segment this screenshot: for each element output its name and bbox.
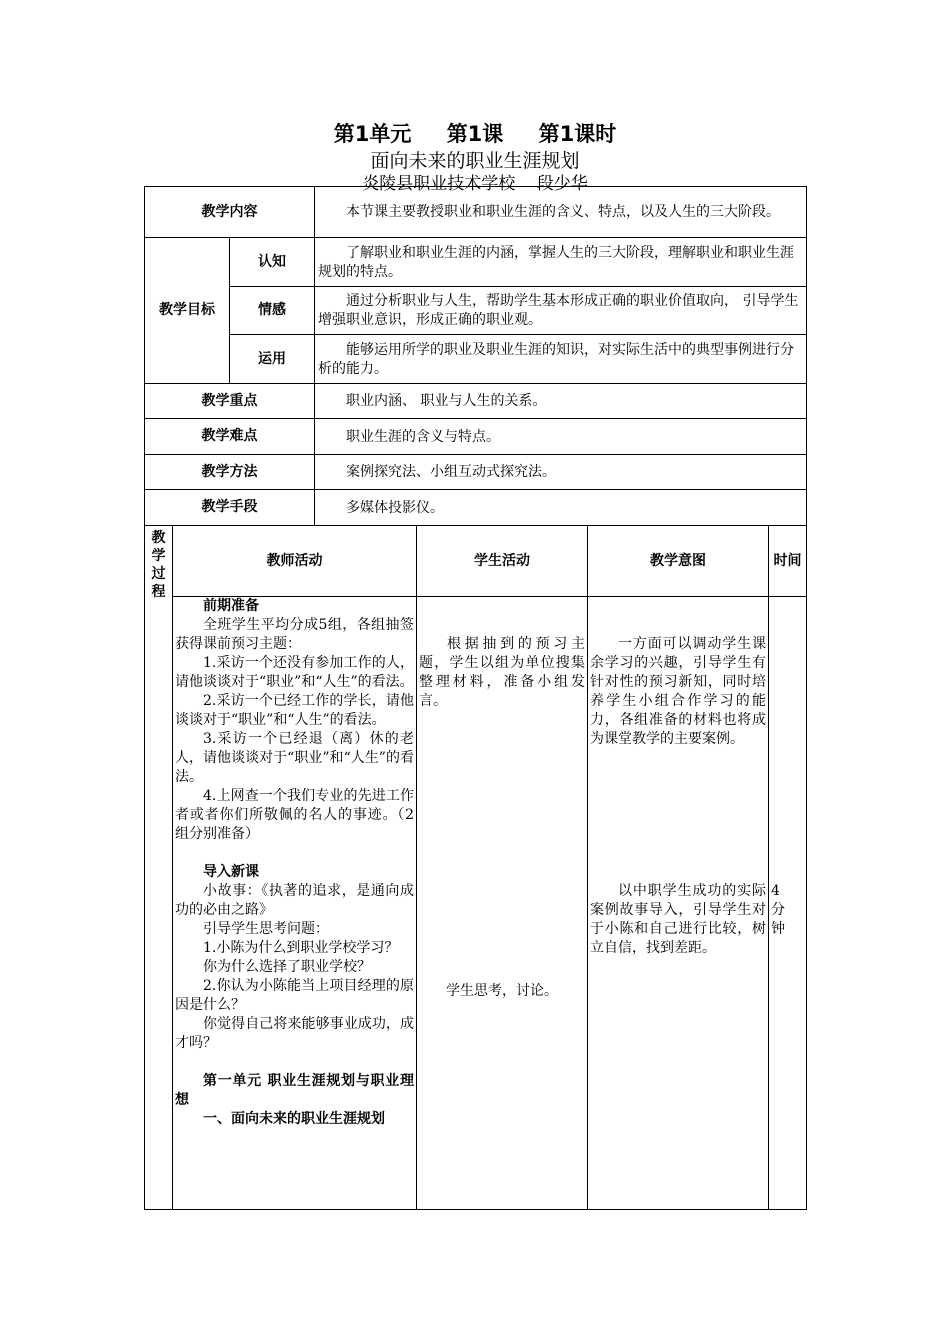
intro-line: 你为什么选择了职业学校？ — [203, 959, 371, 975]
teacher-activity-cell — [173, 597, 417, 1210]
student-prep-text: 根据抽到的预习主题，学生以组为单位搜集整理材料，准备小组发言。 — [419, 636, 585, 709]
methods-text: 案例探究法、小组互动式探究法。 — [315, 455, 807, 490]
time-value: 4 — [771, 883, 780, 899]
goal-application-text: 能够运用所学的职业及职业生涯的知识，对实际生活中的典型事例进行分析的能力。 — [315, 335, 807, 384]
difficulties-text: 职业生涯的含义与特点。 — [315, 419, 807, 455]
time-cell — [769, 597, 807, 1210]
prep-line: 4.上网查一个我们专业的先进工作者或者你们所敬佩的名人的事迹。（2组分别准备） — [175, 788, 414, 842]
goal-emotion-label: 情感 — [230, 287, 315, 335]
process-table — [144, 525, 807, 1210]
intent-prep-text: 一方面可以调动学生课余学习的兴趣，引导学生有针对性的预习新知，同时培养学生小组合作学习的能力，各组准备的材料也将成为课堂教学的主要案例。 — [590, 636, 766, 747]
difficulties-label: 教学难点 — [145, 419, 315, 455]
prep-line: 1.采访一个还没有参加工作的人，请他谈谈对于“职业”和“人生”的看法。 — [175, 655, 414, 690]
student-activity-header: 学生活动 — [417, 526, 588, 597]
goal-emotion-text: 通过分析职业与人生，帮助学生基本形成正确的职业价值取向， 引导学生增强职业意识，形成正确的职业观。 — [315, 287, 807, 335]
intro-line: 1.小陈为什么到职业学校学习？ — [203, 940, 399, 956]
prep-heading: 前期准备 — [203, 598, 259, 614]
goal-cognition-text: 了解职业和职业生涯的内涵，掌握人生的三大阶段，理解职业和职业生涯规划的特点。 — [315, 238, 807, 287]
goal-application-label: 运用 — [230, 335, 315, 384]
period-label: 第1课时 — [538, 122, 617, 146]
teaching-intent-header: 教学意图 — [588, 526, 769, 597]
key-points-label: 教学重点 — [145, 384, 315, 419]
table-row — [145, 490, 807, 526]
goal-cognition-label: 认知 — [230, 238, 315, 287]
school-name: 炎陵县职业技术学校 — [362, 174, 516, 194]
prep-line: 3.采访一个已经退（离）休的老人，请他谈谈对于“职业”和“人生”的看法。 — [175, 731, 414, 785]
methods-label: 教学方法 — [145, 455, 315, 490]
means-text: 多媒体投影仪。 — [315, 490, 807, 526]
intro-heading: 导入新课 — [203, 864, 259, 880]
content-text: 本节课主要教授职业和职业生涯的含义、特点，以及人生的三大阶段。 — [315, 187, 807, 238]
table-row — [145, 526, 807, 597]
teacher-activity-header: 教师活动 — [173, 526, 417, 597]
lesson-title: 面向未来的职业生涯规划 — [370, 150, 580, 172]
student-intro-text: 学生思考，讨论。 — [446, 983, 558, 999]
student-activity-cell — [417, 597, 588, 1210]
goals-label: 教学目标 — [145, 238, 230, 384]
time-header: 时间 — [769, 526, 807, 597]
teaching-intent-cell — [588, 597, 769, 1210]
overview-table — [144, 186, 807, 526]
intent-intro-text: 以中职学生成功的实际案例故事导入，引导学生对于小陈和自己进行比较，树立自信，找到差距。 — [590, 883, 766, 956]
lesson-label: 第1课 — [446, 122, 504, 146]
time-unit: 分 — [771, 902, 785, 918]
lesson-heading — [0, 118, 950, 148]
table-row — [145, 419, 807, 455]
intro-line: 小故事：《执著的追求，是通向成功的必由之路》 — [175, 883, 414, 918]
table-row — [145, 455, 807, 490]
means-label: 教学手段 — [145, 490, 315, 526]
prep-line: 2.采访一个已经工作的学长，请他谈谈对于“职业”和“人生”的看法。 — [175, 693, 414, 728]
prep-line: 全班学生平均分成5组，各组抽签获得课前预习主题： — [175, 617, 414, 652]
table-row — [145, 597, 807, 1210]
table-row — [145, 187, 807, 238]
intro-line: 引导学生思考问题： — [203, 921, 329, 937]
section-heading: 一、面向未来的职业生涯规划 — [203, 1111, 385, 1127]
table-row — [145, 384, 807, 419]
table-row — [145, 287, 807, 335]
process-label: 教 学 过 程 — [145, 526, 173, 1210]
key-points-text: 职业内涵、 职业与人生的关系。 — [315, 384, 807, 419]
content-label: 教学内容 — [145, 187, 315, 238]
table-row — [145, 335, 807, 384]
table-row — [145, 238, 807, 287]
time-unit: 钟 — [771, 921, 785, 937]
author-name: 段少华 — [536, 174, 588, 194]
intro-line: 2.你认为小陈能当上项目经理的原因是什么？ — [175, 978, 414, 1013]
unit-label: 第1单元 — [333, 122, 412, 146]
unit-heading: 第一单元 职业生涯规划与职业理想 — [175, 1073, 414, 1108]
intro-line: 你觉得自己将来能够事业成功，成才吗？ — [175, 1016, 414, 1051]
